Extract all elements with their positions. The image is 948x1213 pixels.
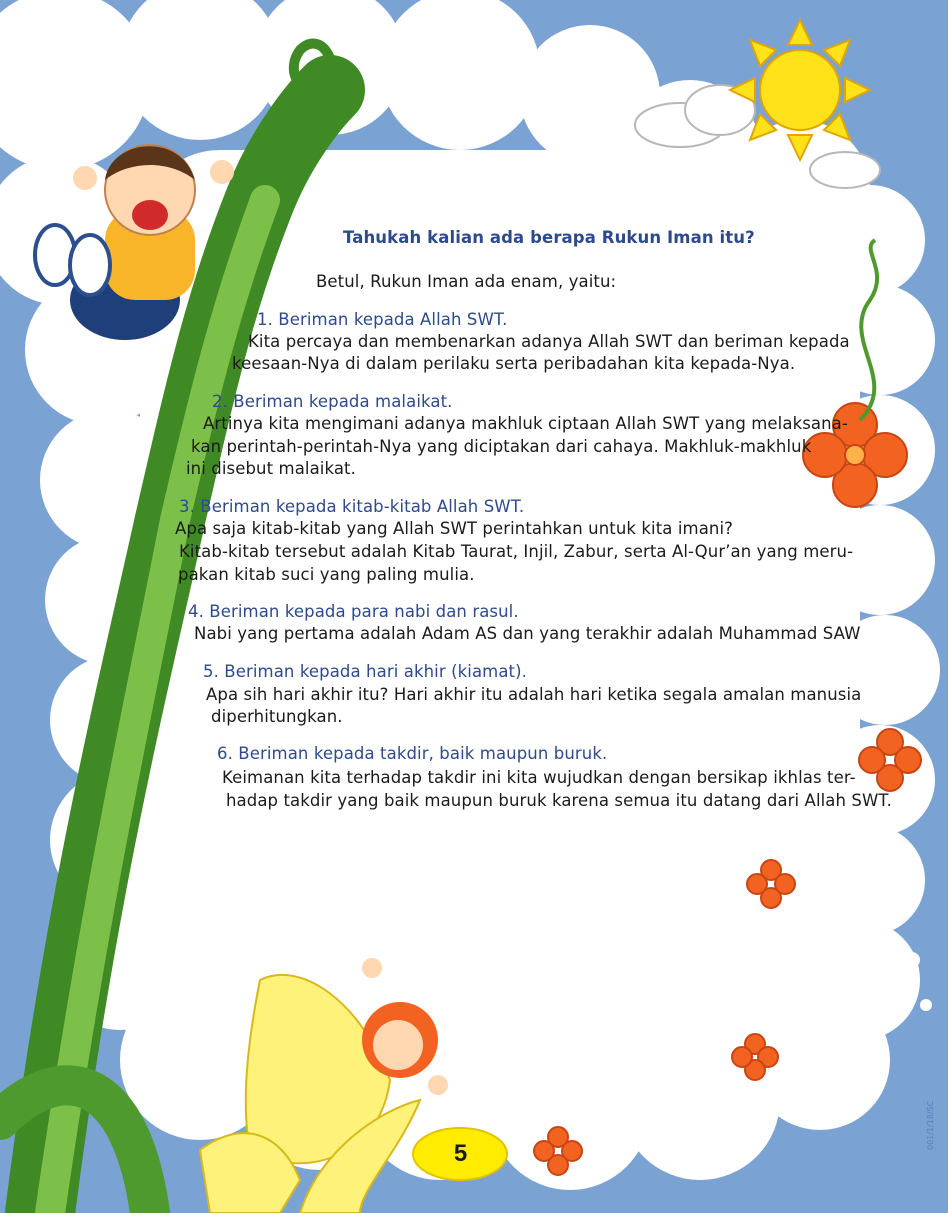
item-3-line-2: Kitab-kitab tersebut adalah Kitab Taurat, Injil, Zabur, serta Al-Qur’an yang meru- bbox=[179, 542, 854, 561]
item-1-line-2: keesaan-Nya di dalam perilaku serta peribadahan kita kepada-Nya. bbox=[232, 354, 796, 373]
item-2-line-3: ini disebut malaikat. bbox=[186, 459, 356, 478]
page-number: 5 bbox=[453, 1140, 468, 1167]
margin-code: 001/1/18/SC bbox=[926, 1100, 935, 1150]
item-2-line-2: kan perintah-perintah-Nya yang diciptakan dari cahaya. Makhluk-makhluk bbox=[191, 437, 812, 456]
item-1-heading: 1. Beriman kepada Allah SWT. bbox=[257, 310, 508, 329]
item-3-heading: 3. Beriman kepada kitab-kitab Allah SWT. bbox=[179, 497, 525, 516]
intro-text: Betul, Rukun Iman ada enam, yaitu: bbox=[316, 272, 617, 291]
item-3-line-3: pakan kitab suci yang paling mulia. bbox=[178, 565, 475, 584]
item-5-line-1: Apa sih hari akhir itu? Hari akhir itu adalah hari ketika segala amalan manusia bbox=[206, 685, 862, 704]
question-heading: Tahukah kalian ada berapa Rukun Iman itu? bbox=[343, 228, 755, 247]
item-2-heading: 2. Beriman kepada malaikat. bbox=[212, 392, 453, 411]
item-5-line-2: diperhitungkan. bbox=[211, 707, 343, 726]
item-6-line-1: Keimanan kita terhadap takdir ini kita wujudkan dengan bersikap ikhlas ter- bbox=[222, 768, 856, 787]
item-6-line-2: hadap takdir yang baik maupun buruk karena semua itu datang dari Allah SWT. bbox=[226, 791, 892, 810]
item-5-heading: 5. Beriman kepada hari akhir (kiamat). bbox=[203, 662, 527, 681]
item-2-line-1: Artinya kita mengimani adanya makhluk ciptaan Allah SWT yang melaksana- bbox=[203, 414, 848, 433]
item-4-heading: 4. Beriman kepada para nabi dan rasul. bbox=[188, 602, 519, 621]
sun bbox=[730, 20, 870, 160]
item-3-line-1: Apa saja kitab-kitab yang Allah SWT perintahkan untuk kita imani? bbox=[175, 519, 734, 538]
item-4-line-1: Nabi yang pertama adalah Adam AS dan yang terakhir adalah Muhammad SAW bbox=[194, 624, 861, 643]
item-1-line-1: Kita percaya dan membenarkan adanya Allah SWT dan beriman kepada bbox=[248, 332, 850, 351]
item-6-heading: 6. Beriman kepada takdir, baik maupun buruk. bbox=[217, 744, 608, 763]
